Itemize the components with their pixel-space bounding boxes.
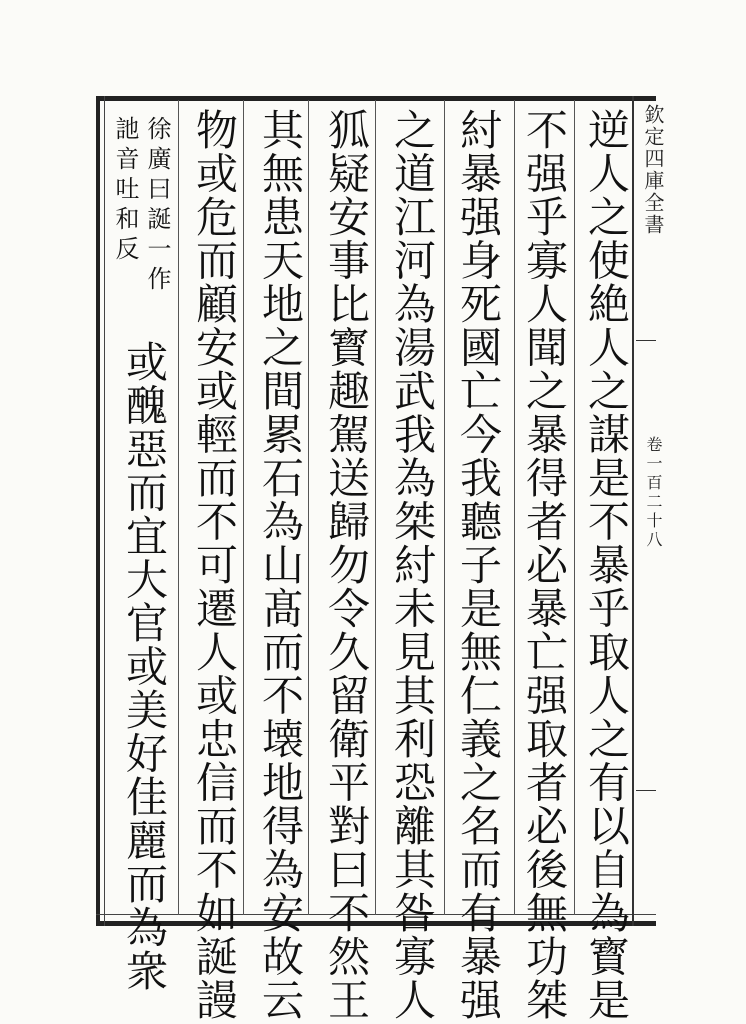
edge-juan-number: 卷一百二十八 bbox=[644, 436, 663, 550]
frame-inner-bottom-rule bbox=[96, 914, 656, 915]
fishtail-mark bbox=[636, 340, 656, 341]
text-column-3: 紂暴强身死國亡今我聽子是無仁義之名而有暴强 bbox=[454, 108, 503, 1022]
column-rule bbox=[178, 100, 179, 915]
annotation-left: 訑音吐和反 bbox=[111, 116, 139, 266]
column-rule bbox=[375, 100, 376, 915]
text-column-6: 其無患天地之間累石為山髙而不壊地得為安故云 bbox=[256, 108, 305, 1022]
text-column-5: 狐疑安事比寳趣駕送歸勿令久留衛平對曰不然王 bbox=[322, 108, 371, 1022]
text-column-1: 逆人之使絶人之謀是不暴乎取人之有以自為寳是 bbox=[582, 108, 631, 1022]
fishtail-mark bbox=[636, 790, 656, 791]
column-rule bbox=[444, 100, 445, 915]
frame-inner-left-rule bbox=[104, 96, 105, 926]
edge-title: 欽定四庫全書 bbox=[641, 104, 665, 236]
text-column-7: 物或危而顧安或輕而不可遷人或忠信而不如誕謾 bbox=[190, 108, 239, 1022]
column-rule bbox=[514, 100, 515, 915]
column-rule bbox=[243, 100, 244, 915]
annotation-right: 徐廣曰誕一作 bbox=[143, 116, 171, 296]
text-column-4: 之道江河為湯武我為桀紂未見其利恐離其咎寡人 bbox=[388, 108, 437, 1022]
frame-right-rule bbox=[632, 96, 634, 926]
column-rule bbox=[308, 100, 309, 915]
text-column-2: 不强乎寡人聞之暴得者必暴亡强取者必後無功桀 bbox=[520, 108, 569, 1022]
page-frame bbox=[96, 96, 656, 926]
text-column-8: 或醜惡而宜大官或美好佳麗而為衆 bbox=[120, 340, 169, 993]
column-rule bbox=[574, 100, 575, 915]
